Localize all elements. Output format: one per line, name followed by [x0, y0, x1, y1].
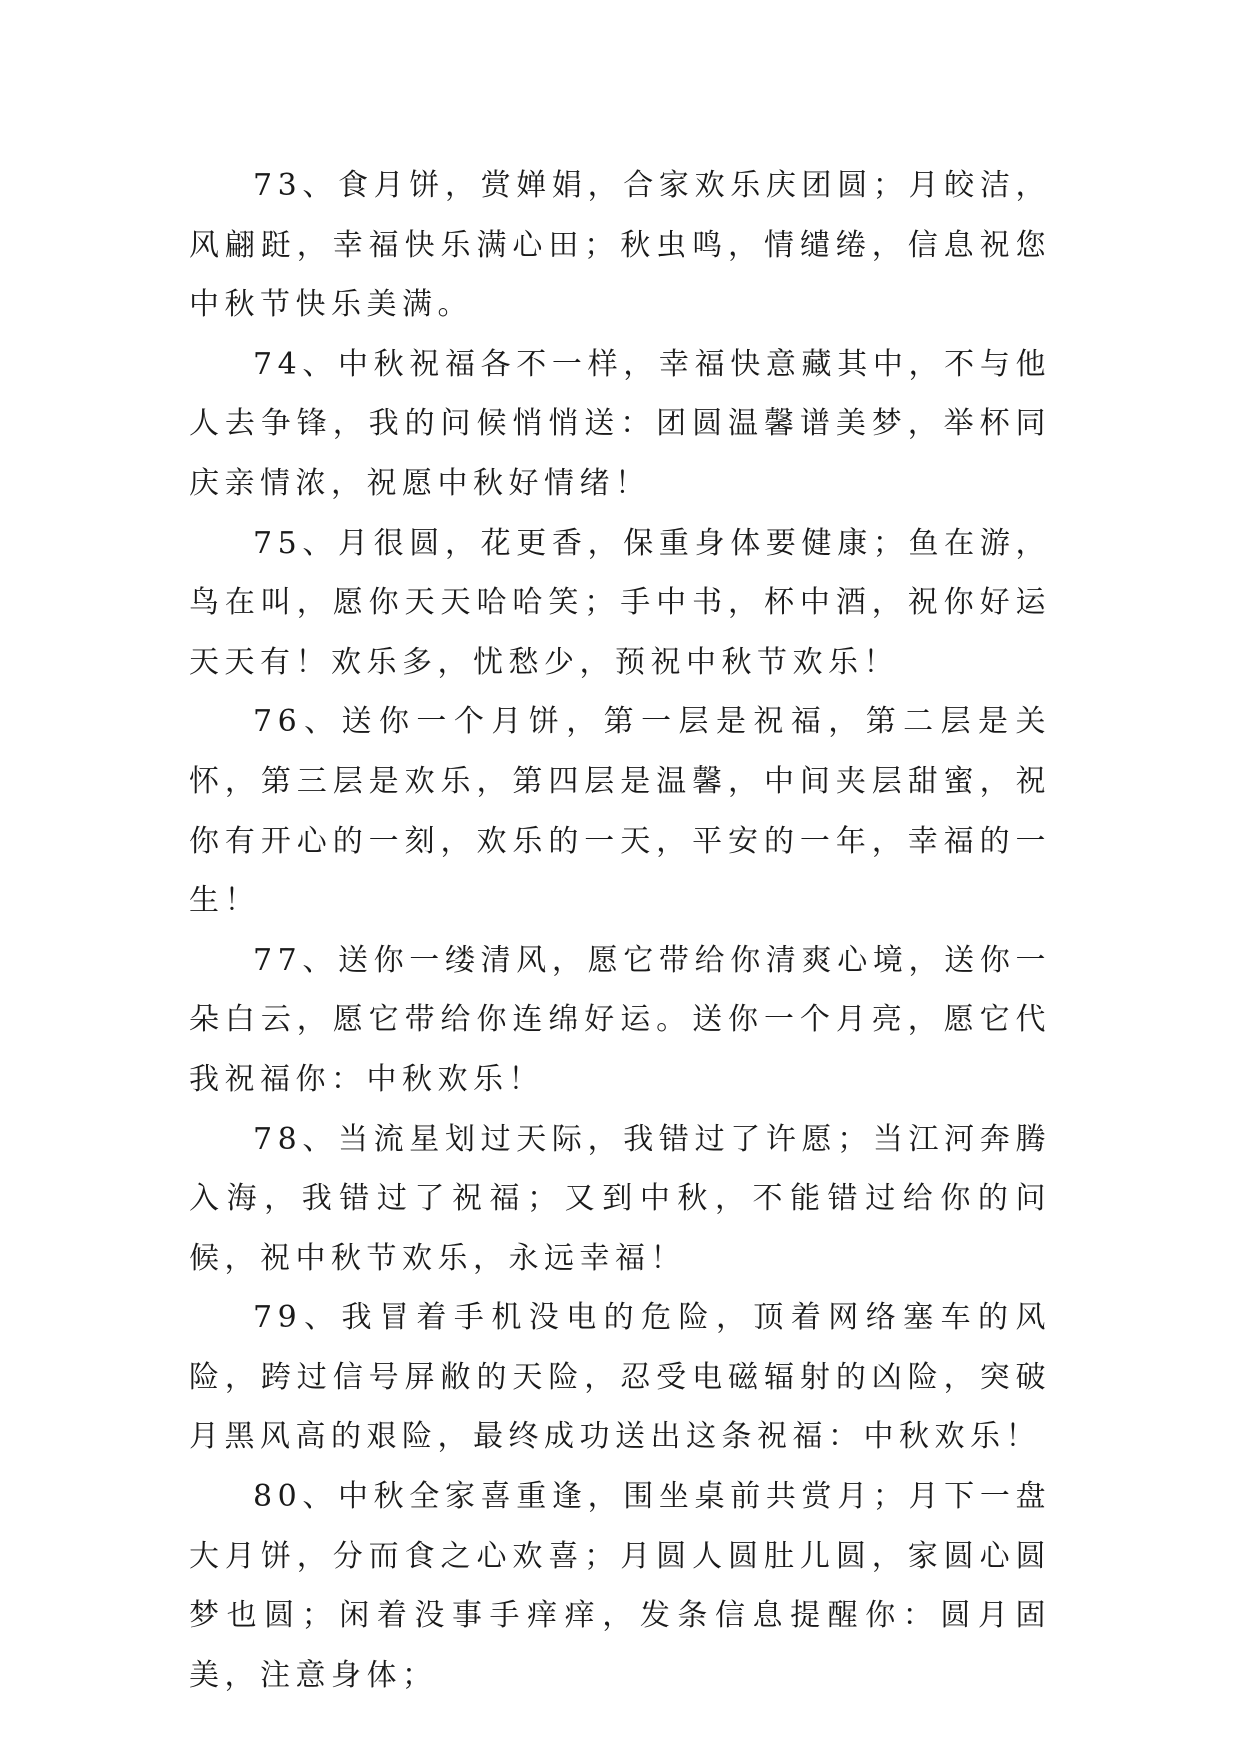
paragraph-73: 73、食月饼，赏婵娟，合家欢乐庆团圆；月皎洁，风翩跹，幸福快乐满心田；秋虫鸣，情缱绻，信息祝您中秋节快乐美满。: [189, 168, 1051, 323]
paragraph-80: 80、中秋全家喜重逢，围坐桌前共赏月；月下一盘大月饼，分而食之心欢喜；月圆人圆肚儿圆，家圆心圆梦也圆；闲着没事手痒痒，发条信息提醒你：圆月固美，注意身体；: [189, 1479, 1051, 1693]
paragraph-79: 79、我冒着手机没电的危险，顶着网络塞车的风险，跨过信号屏敝的天险，忍受电磁辐射的凶险，突破月黑风高的艰险，最终成功送出这条祝福：中秋欢乐！: [189, 1300, 1051, 1455]
paragraph-76: 76、送你一个月饼，第一层是祝福，第二层是关怀，第三层是欢乐，第四层是温馨，中间夹层甜蜜，祝你有开心的一刻，欢乐的一天，平安的一年，幸福的一生！: [189, 704, 1051, 919]
paragraph-78: 78、当流星划过天际，我错过了许愿；当江河奔腾入海，我错过了祝福；又到中秋，不能错过给你的问候，祝中秋节欢乐，永远幸福！: [189, 1121, 1051, 1276]
paragraph-77: 77、送你一缕清风，愿它带给你清爽心境，送你一朵白云，愿它带给你连绵好运。送你一个月亮，愿它代我祝福你：中秋欢乐！: [189, 942, 1051, 1097]
paragraph-74: 74、中秋祝福各不一样，幸福快意藏其中，不与他人去争锋，我的问候悄悄送：团圆温馨谱美梦，举杯同庆亲情浓，祝愿中秋好情绪！: [189, 346, 1051, 501]
paragraph-75: 75、月很圆，花更香，保重身体要健康；鱼在游，鸟在叫，愿你天天哈哈笑；手中书，杯中酒，祝你好运天天有！欢乐多，忧愁少，预祝中秋节欢乐！: [189, 525, 1051, 680]
document-body: [189, 156, 1051, 1705]
